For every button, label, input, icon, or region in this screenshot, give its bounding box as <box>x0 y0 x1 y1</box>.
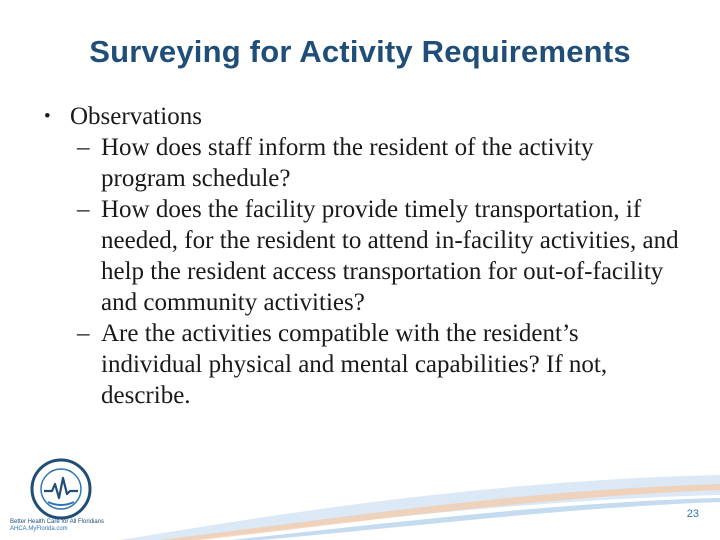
sub-bullet-list <box>44 132 684 411</box>
bullet-observations <box>44 101 684 132</box>
slide-body <box>44 101 684 411</box>
sub-bullet-marker: – <box>77 196 90 223</box>
footer-swoosh <box>0 440 720 540</box>
bullet-text: Observations <box>70 103 202 130</box>
sub-bullet-item <box>44 318 684 411</box>
sub-bullet-marker: – <box>77 320 90 347</box>
sub-bullet-item <box>44 194 684 318</box>
sub-bullet-marker: – <box>77 134 90 161</box>
sub-bullet-text: How does the facility provide timely transportation, if needed, for the resident to attend in-facility activities, and help the resident access transportation for out-of-facility and community activities? <box>101 196 679 316</box>
tagline-text: Better Health Care for All Floridians <box>10 519 105 525</box>
ahca-seal-logo <box>30 458 92 520</box>
sub-bullet-text: Are the activities compatible with the resident’s individual physical and mental capabilities? If not, describe. <box>101 320 608 409</box>
org-website: AHCA.MyFlorida.com <box>10 526 68 532</box>
swoosh-orange-band <box>160 484 720 540</box>
slide-title: Surveying for Activity Requirements <box>89 34 631 69</box>
page-number: 23 <box>686 508 699 520</box>
bullet-marker: • <box>44 106 51 127</box>
sub-bullet-text: How does staff inform the resident of the activity program schedule? <box>101 134 594 192</box>
sub-bullet-item <box>44 132 684 194</box>
footer-tagline <box>10 519 104 533</box>
